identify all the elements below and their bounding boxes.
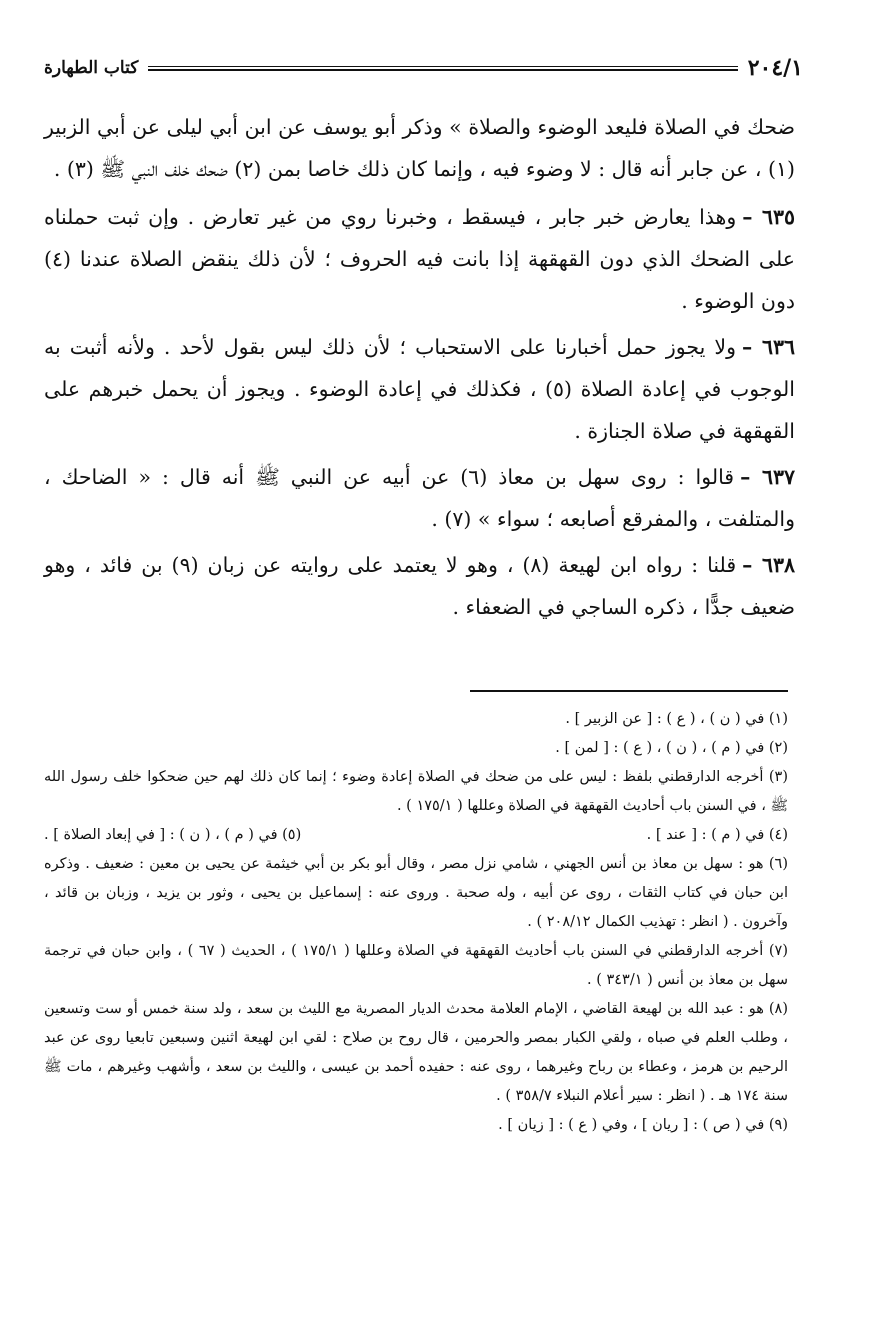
- paragraph-text: وهذا يعارض خبر جابر ، فيسقط ، وخبرنا روي من غير تعارض . وإن ثبت حملناه على الضحك الذي دون القهقهة إذا بانت فيه الحروف ؛ لأن ذلك ينقض الصلاة عندنا (٤) دون الوضوء .: [44, 205, 795, 313]
- footnote-2: (٢) في ( م ) ، ( ن ) ، ( ع ) : [ لمن ] .: [555, 740, 788, 756]
- footnote-3: (٣) أخرجه الدارقطني بلفظ : ليس على من ضحك في الصلاة إعادة وضوء ؛ إنما كان ذلك لهم حين ضحكوا خلف رسول الله ﷺ ، في السنن باب أحاديث القهقهة في الصلاة وعللها ( ١٧٥/١ ) .: [44, 769, 788, 814]
- paragraph-638: [44, 544, 795, 628]
- page-header: [44, 50, 803, 86]
- paragraph-number: ٦٣٨ –: [742, 553, 795, 577]
- paragraph-continuation: ضحك في الصلاة فليعد الوضوء والصلاة » وذكر أبو يوسف عن ابن أبي ليلى عن أبي الزبير (١) ، عن جابر أنه قال : لا وضوء فيه ، وإنما كان ذلك خاصا بمن (٢) ضحك خلف النبي ﷺ (٣) .: [44, 115, 795, 181]
- main-text: [44, 106, 795, 632]
- paragraph-text: ولا يجوز حمل أخبارنا على الاستحباب ؛ لأن ذلك ليس بقول لأحد . ولأنه أثبت به الوجوب في إعادة الصلاة (٥) ، فكذلك في إعادة الوضوء . ويجوز أن يحمل خبرهم على القهقهة في صلاة الجنازة .: [44, 335, 795, 443]
- footnote-row-4-5: [44, 821, 788, 850]
- book-title: كتاب الطهارة: [44, 58, 139, 78]
- footnote-1: (١) في ( ن ) ، ( ع ) : [ عن الزبير ] .: [565, 711, 788, 727]
- paragraph-number: ٦٣٧ –: [740, 465, 796, 489]
- paragraph-635: [44, 196, 795, 322]
- footnote-4: (٤) في ( م ) : [ عند ] .: [646, 827, 788, 843]
- footnote-divider: [470, 690, 788, 692]
- footnote-8: (٨) هو : عبد الله بن لهيعة القاضي ، الإمام العلامة محدث الديار المصرية مع الليث بن سعد ، ولد سنة خمس أو ست وتسعين ، وطلب العلم في صباه ، ولقي الكبار بمصر والحرمين ، قال روح بن صلاح : لقي ابن لهيعة اثنين وسبعين تابعيا روى عن عبد الرحيم بن هرمز ، وعطاء بن رباح وغيرهما ، روى عنه : حفيده أحمد بن عيسى ، والليث بن سعد ، وأشهب وغيرهم ، مات ﷺ سنة ١٧٤ هـ . ( انظر : سير أعلام النبلاء ٣٥٨/٧ ) .: [44, 1001, 788, 1104]
- footnote-9: (٩) في ( ص ) : [ ريان ] ، وفي ( ع ) : [ زيان ] .: [498, 1117, 788, 1133]
- page-number: ٢٠٤/١: [747, 55, 803, 81]
- footnote-6: (٦) هو : سهل بن معاذ بن أنس الجهني ، شامي نزل مصر ، وقال أبو بكر بن أبي خيثمة عن يحيى بن معين : ضعيف . وذكره ابن حبان في كتاب الثقات ، روى عن أبيه ، وله صحبة . وروى عنه : إسماعيل بن يحيى ، وثور بن يزيد ، وزبان بن قائد ، وآخرون . ( انظر : تهذيب الكمال ٢٠٨/١٢ ) .: [44, 856, 788, 930]
- header-rule: [148, 66, 737, 71]
- paragraph-number: ٦٣٥ –: [742, 205, 796, 229]
- footnote-5: (٥) في ( م ) ، ( ن ) : [ في إبعاد الصلاة ] .: [44, 827, 302, 843]
- paragraph-text: قالوا : روى سهل بن معاذ (٦) عن أبيه عن النبي ﷺ أنه قال : « الضاحك ، والمتلفت ، والمفرقع أصابعه ؛ سواء » (٧) .: [44, 465, 795, 531]
- paragraph-636: [44, 326, 795, 452]
- paragraph-number: ٦٣٦ –: [742, 335, 796, 359]
- footnote-7: (٧) أخرجه الدارقطني في السنن باب أحاديث القهقهة في الصلاة وعللها ( ١٧٥/١ ) ، الحديث ( ٦٧ ) ، وابن حبان في ترجمة سهل بن معاذ بن أنس ( ٣٤٣/١ ) .: [44, 943, 788, 988]
- paragraph-637: [44, 456, 795, 540]
- paragraph-text: قلنا : رواه ابن لهيعة (٨) ، وهو لا يعتمد على روايته عن زبان (٩) بن فائد ، وهو ضعيف جدًّا ، ذكره الساجي في الضعفاء .: [44, 553, 795, 619]
- footnotes: [44, 705, 788, 1140]
